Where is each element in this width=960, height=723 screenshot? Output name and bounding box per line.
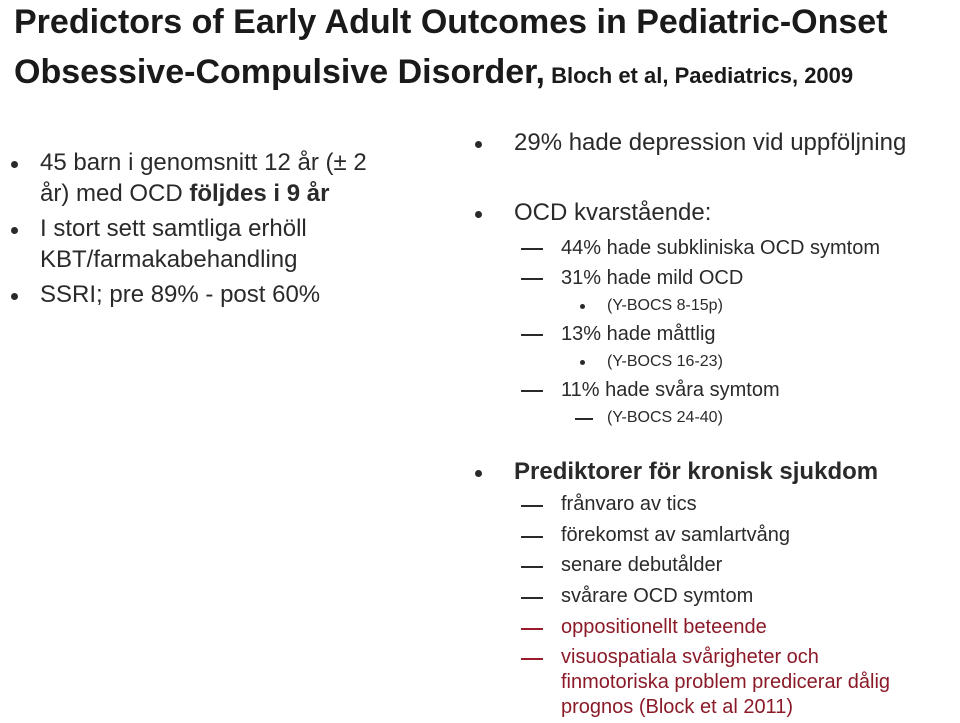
- dash-icon: [575, 418, 593, 420]
- bullet-icon: [475, 211, 482, 218]
- dash-icon: [521, 505, 543, 507]
- slide-title: [14, 2, 954, 96]
- bullet-icon: [580, 304, 585, 309]
- bullet-icon: [580, 360, 585, 365]
- bullet-icon: [475, 470, 482, 477]
- dash-icon: [521, 390, 543, 392]
- ocd-sub-3-detail: (Y-BOCS 16-23): [607, 353, 723, 370]
- left-bullet-1-bold: följdes i 9 år: [189, 180, 330, 207]
- dash-icon: [521, 278, 543, 280]
- dash-icon: [521, 334, 543, 336]
- dash-icon: [521, 566, 543, 568]
- predictor-4: svårare OCD symtom: [561, 585, 754, 607]
- ocd-sub-2: 31% hade mild OCD: [561, 267, 744, 289]
- title-citation: Bloch et al, Paediatrics, 2009: [544, 63, 854, 88]
- ocd-sub-3: 13% hade måttlig: [561, 323, 716, 345]
- right-bullet-ocd: OCD kvarstående:: [514, 199, 712, 226]
- ocd-sub-2-detail: (Y-BOCS 8-15p): [607, 297, 723, 314]
- bullet-icon: [11, 161, 18, 168]
- dash-icon: [521, 248, 543, 250]
- bullet-icon: [11, 293, 18, 300]
- dash-icon: [521, 628, 543, 630]
- left-bullet-1-line-1: 45 barn i genomsnitt 12 år (± 2: [40, 149, 367, 176]
- ocd-sub-4-detail: (Y-BOCS 24-40): [607, 409, 723, 426]
- predictor-6-line-1: visuospatiala svårigheter och: [561, 646, 819, 668]
- dash-icon: [521, 536, 543, 538]
- left-bullet-1-text: år) med OCD: [40, 180, 190, 207]
- predictor-1: frånvaro av tics: [561, 493, 697, 515]
- ocd-sub-1: 44% hade subkliniska OCD symtom: [561, 237, 881, 259]
- left-bullet-1-line-2: [40, 180, 329, 208]
- title-main: Obsessive-Compulsive Disorder,: [14, 53, 545, 91]
- right-bullet-predictors: Prediktorer för kronisk sjukdom: [514, 458, 879, 485]
- dash-icon: [521, 658, 543, 660]
- left-bullet-2-line-1: I stort sett samtliga erhöll: [40, 215, 307, 242]
- dash-icon: [521, 597, 543, 599]
- predictor-5: oppositionellt beteende: [561, 616, 767, 638]
- predictor-2: förekomst av samlartvång: [561, 524, 790, 546]
- bullet-icon: [475, 141, 482, 148]
- right-bullet-depression: 29% hade depression vid uppföljning: [514, 129, 907, 156]
- predictor-6-line-2: finmotoriska problem predicerar dålig: [561, 671, 891, 693]
- bullet-icon: [11, 227, 18, 234]
- ocd-sub-4: 11% hade svåra symtom: [561, 379, 780, 401]
- predictor-6-line-3: prognos (Block et al 2011): [561, 696, 793, 718]
- left-bullet-3: SSRI; pre 89% - post 60%: [40, 281, 321, 308]
- title-line-2: [14, 52, 954, 96]
- title-line-1: Predictors of Early Adult Outcomes in Pediatric-Onset: [14, 3, 888, 41]
- predictor-3: senare debutålder: [561, 554, 723, 576]
- left-bullet-2-line-2: KBT/farmakabehandling: [40, 246, 298, 273]
